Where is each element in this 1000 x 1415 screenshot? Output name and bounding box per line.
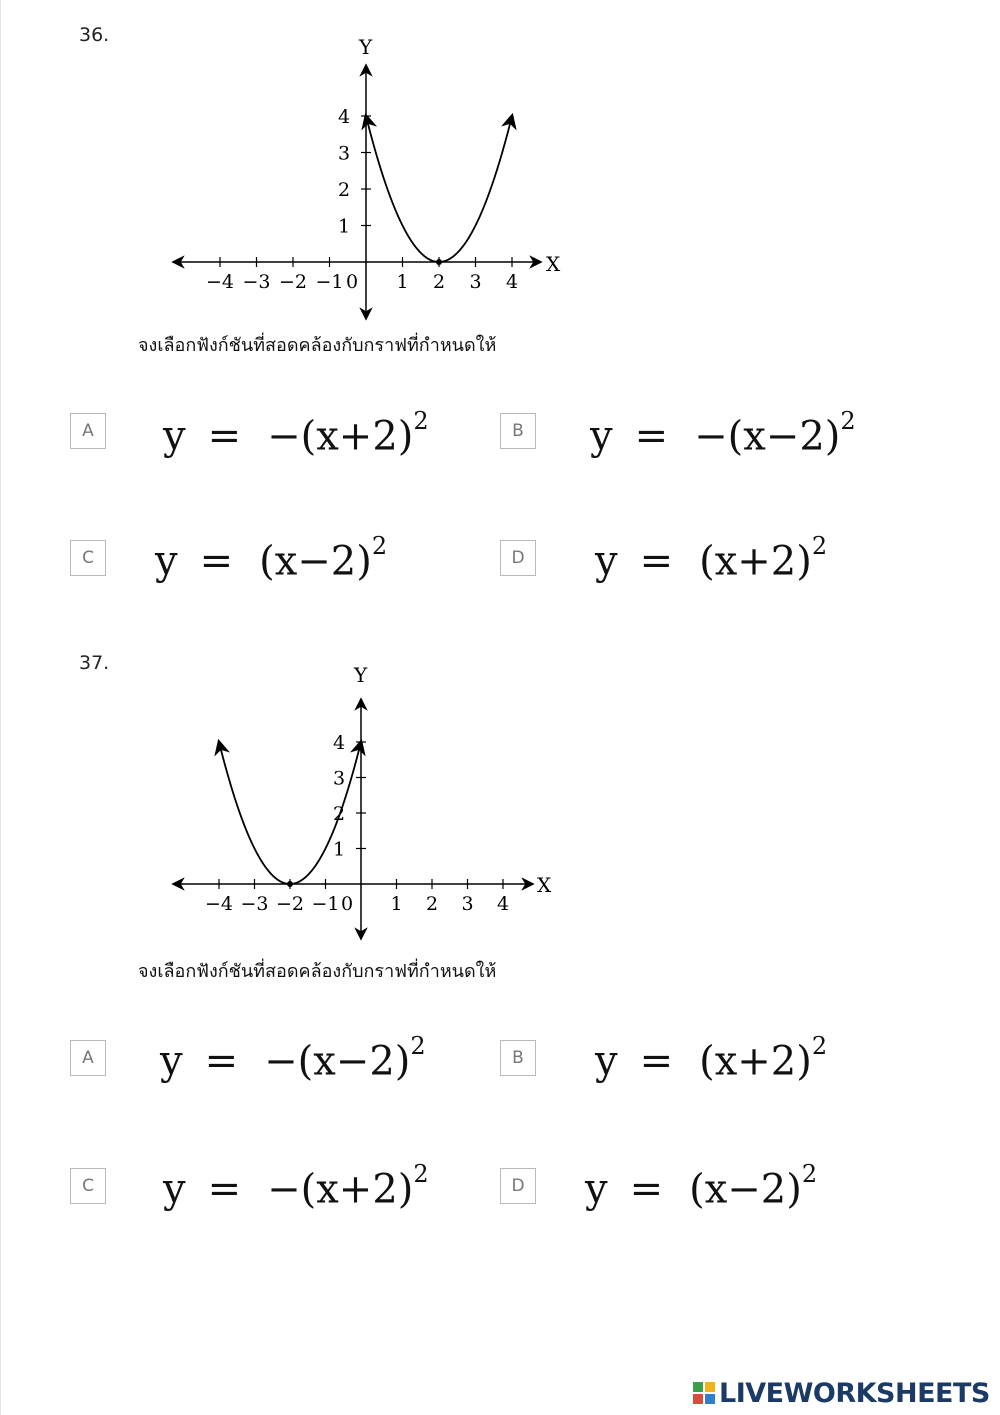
formula-lhs: y <box>155 538 178 585</box>
option-a-formula <box>163 407 429 460</box>
formula-rhs: −(x−2) <box>694 413 841 460</box>
formula-lhs: y <box>595 1038 618 1085</box>
formula-rhs: −(x−2) <box>264 1038 411 1085</box>
y-tick-label: 4 <box>337 106 351 128</box>
formula-exponent: 2 <box>410 1032 426 1060</box>
formula-lhs: y <box>160 1038 183 1085</box>
parabola-curve <box>219 742 361 884</box>
formula-lhs: y <box>585 1166 608 1213</box>
x-tick-label: −2 <box>278 271 308 293</box>
option-a-button[interactable]: A <box>70 1040 106 1076</box>
y-tick-label: 1 <box>337 215 351 238</box>
x-tick-label: 0 <box>345 271 359 293</box>
x-tick-label: −2 <box>275 893 305 915</box>
y-tick-label: 2 <box>337 179 351 201</box>
parabola-graph <box>160 30 580 330</box>
x-tick-label: −3 <box>240 893 269 915</box>
x-axis-label: X <box>537 873 552 897</box>
liveworksheets-logo-icon <box>692 1381 716 1405</box>
option-a-formula <box>160 1032 426 1085</box>
x-tick-label: −3 <box>242 271 271 293</box>
option-d-formula <box>585 1160 818 1213</box>
x-tick-label: 2 <box>425 893 439 915</box>
option-c-formula <box>155 532 388 585</box>
vertex-point <box>287 881 293 887</box>
x-axis-label: X <box>546 252 561 276</box>
formula-rhs: −(x+2) <box>267 413 414 460</box>
question-prompt: จงเลือกฟังก์ชันที่สอดคล้องกับกราฟที่กำหนดให้ <box>138 335 497 356</box>
question-prompt: จงเลือกฟังก์ชันที่สอดคล้องกับกราฟที่กำหนดให้ <box>138 961 497 982</box>
formula-exponent: 2 <box>413 407 429 435</box>
formula-equals: = <box>639 1038 674 1085</box>
formula-exponent: 2 <box>801 1160 818 1188</box>
x-tick-label: 3 <box>461 893 474 915</box>
formula-equals: = <box>207 1166 242 1213</box>
option-b-formula <box>590 407 856 460</box>
question-number: 37. <box>79 652 110 674</box>
option-b-formula <box>595 1032 828 1085</box>
formula-rhs: (x−2) <box>259 538 372 585</box>
y-tick-label: 3 <box>332 767 346 790</box>
option-c-button[interactable]: C <box>70 540 106 576</box>
option-d-button[interactable]: D <box>500 540 536 576</box>
formula-rhs: (x+2) <box>699 538 812 585</box>
x-tick-label: 1 <box>390 893 403 915</box>
formula-equals: = <box>199 538 234 585</box>
formula-equals: = <box>629 1166 664 1213</box>
option-c-button[interactable]: C <box>70 1168 106 1204</box>
formula-exponent: 2 <box>811 1032 828 1060</box>
parabola-graph <box>160 660 580 950</box>
x-tick-label: 4 <box>496 893 510 915</box>
y-axis-label: Y <box>354 663 368 687</box>
formula-lhs: y <box>590 413 613 460</box>
option-d-formula <box>595 532 828 585</box>
x-tick-label: 1 <box>396 271 409 293</box>
option-a-button[interactable]: A <box>70 413 106 449</box>
formula-equals: = <box>207 413 242 460</box>
formula-equals: = <box>634 413 669 460</box>
formula-exponent: 2 <box>840 407 856 435</box>
formula-lhs: y <box>595 538 618 585</box>
liveworksheets-logo[interactable] <box>692 1376 990 1410</box>
option-b-button[interactable]: B <box>500 1040 536 1076</box>
x-tick-label: 2 <box>432 271 446 293</box>
question-number: 36. <box>79 24 110 46</box>
x-tick-label: −1 <box>311 893 340 915</box>
y-tick-label: 1 <box>332 838 346 861</box>
formula-exponent: 2 <box>811 532 828 560</box>
option-c-formula <box>163 1160 429 1213</box>
parabola-curve <box>366 116 512 262</box>
option-d-button[interactable]: D <box>500 1168 536 1204</box>
formula-lhs: y <box>163 413 186 460</box>
y-tick-label: 4 <box>332 732 346 754</box>
brand-name: LIVEWORKSHEETS <box>719 1377 990 1409</box>
formula-rhs: (x+2) <box>699 1038 812 1085</box>
formula-lhs: y <box>163 1166 186 1213</box>
vertex-point <box>436 259 442 265</box>
y-tick-label: 3 <box>337 142 351 165</box>
formula-equals: = <box>639 538 674 585</box>
y-axis-label: Y <box>359 35 373 59</box>
x-tick-label: −4 <box>205 271 235 293</box>
x-tick-label: 4 <box>505 271 519 293</box>
formula-rhs: −(x+2) <box>267 1166 414 1213</box>
formula-exponent: 2 <box>413 1160 429 1188</box>
x-tick-label: 0 <box>340 893 354 915</box>
y-tick-label: 2 <box>332 803 346 825</box>
option-b-button[interactable]: B <box>500 413 536 449</box>
x-tick-label: −4 <box>204 893 234 915</box>
formula-equals: = <box>204 1038 239 1085</box>
x-tick-label: −1 <box>315 271 344 293</box>
x-tick-label: 3 <box>469 271 482 293</box>
formula-exponent: 2 <box>371 532 388 560</box>
formula-rhs: (x−2) <box>689 1166 802 1213</box>
